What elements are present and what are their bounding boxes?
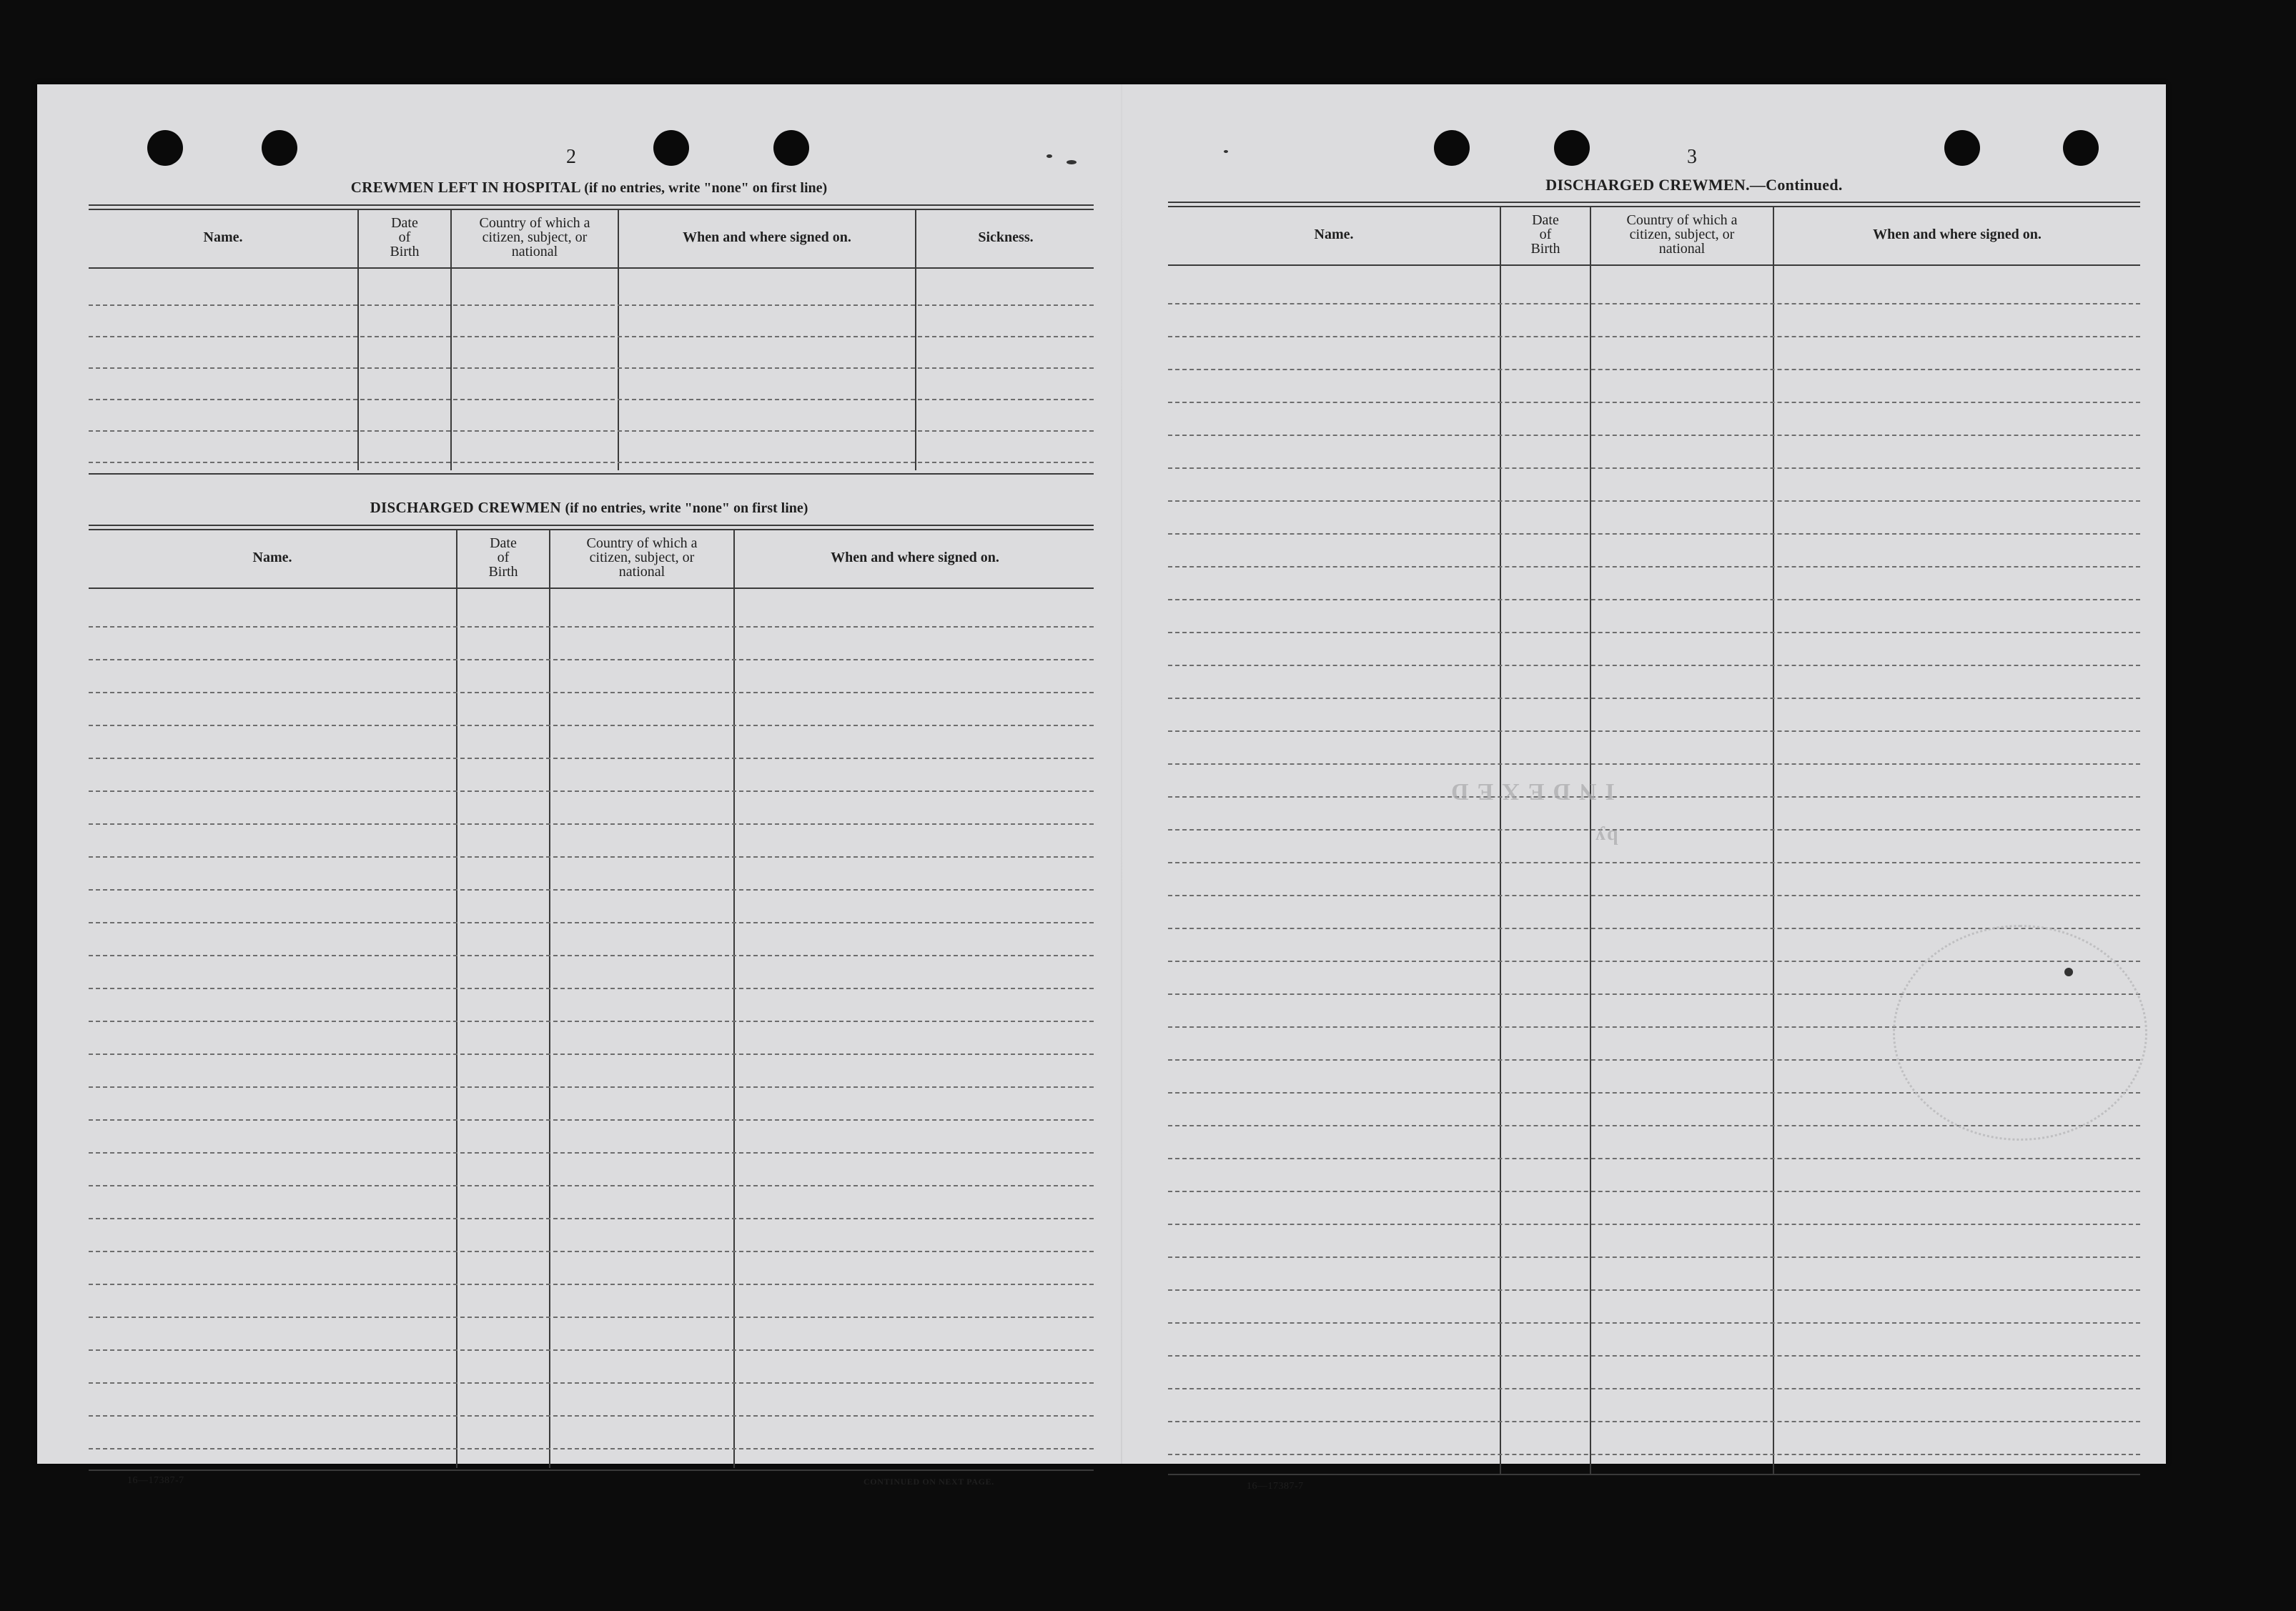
- hospital-bottom-rule: [89, 473, 1094, 475]
- entry-line: [89, 1251, 1094, 1252]
- entry-line: [1168, 1355, 2140, 1357]
- hospital-entry-line: [89, 336, 1094, 337]
- hospital-col-sickness: Sickness.: [978, 229, 1034, 245]
- entry-line: [1168, 1322, 2140, 1324]
- discharged-title-note: (if no entries, write "none" on first line): [565, 500, 808, 516]
- entry-line: [89, 1415, 1094, 1417]
- entry-line: [1168, 336, 2140, 337]
- continued-vline: [1500, 207, 1501, 1474]
- hospital-header-rule: [89, 204, 1094, 210]
- entry-line: [89, 1054, 1094, 1055]
- discharged-col-country: Country of which a citizen, subject, or national: [586, 535, 698, 580]
- entry-line: [1168, 402, 2140, 403]
- entry-line: [89, 1218, 1094, 1219]
- hospital-subheader-rule: [89, 267, 1094, 269]
- hospital-col-country: Country of which a citizen, subject, or national: [479, 215, 590, 259]
- entry-line: [1168, 533, 2140, 535]
- entry-line: [89, 1185, 1094, 1186]
- discharged-col-dob: Date of Birth: [488, 535, 518, 580]
- entry-line: [1168, 1224, 2140, 1225]
- entry-line: [1168, 467, 2140, 469]
- entry-line: [89, 758, 1094, 759]
- discharged-title-text: DISCHARGED CREWMEN: [370, 499, 561, 516]
- hospital-col-dob: Date of Birth: [390, 215, 420, 259]
- entry-line: [89, 988, 1094, 989]
- stamp-by-ghost: by: [1594, 826, 1618, 848]
- discharged-vline: [733, 530, 735, 1468]
- discharged-bottom-rule: [89, 1469, 1094, 1471]
- entry-line: [89, 1284, 1094, 1285]
- entry-line: [89, 1152, 1094, 1154]
- form-number: 16—17387-7: [127, 1475, 184, 1486]
- discharged-continued-title: DISCHARGED CREWMEN.—Continued.: [1545, 176, 1843, 194]
- continued-header-rule: [1168, 202, 2140, 207]
- left-page: [37, 84, 1121, 1487]
- entry-line: [89, 1382, 1094, 1384]
- continued-col-name: Name.: [1314, 227, 1354, 242]
- hospital-title-note: (if no entries, write "none" on first line): [584, 180, 828, 196]
- entry-line: [89, 626, 1094, 628]
- hospital-entry-line: [89, 367, 1094, 369]
- hospital-col-signed-on: When and where signed on.: [683, 229, 851, 245]
- entry-line: [1168, 566, 2140, 567]
- entry-line: [1168, 665, 2140, 666]
- entry-line: [1168, 369, 2140, 370]
- indexed-stamp-ghost: INDEXED: [1443, 778, 1615, 805]
- entry-line: [89, 823, 1094, 825]
- entry-line: [1168, 599, 2140, 600]
- hospital-section-title: [89, 179, 1089, 197]
- continued-col-signed-on: When and where signed on.: [1873, 227, 2042, 242]
- entry-line: [1168, 1256, 2140, 1258]
- entry-line: [89, 922, 1094, 923]
- entry-line: [1168, 763, 2140, 765]
- seal-ghost: [1893, 925, 2147, 1141]
- continued-note: CONTINUED ON NEXT PAGE.: [864, 1477, 994, 1487]
- discharged-col-signed-on: When and where signed on.: [831, 550, 999, 565]
- entry-line: [1168, 1289, 2140, 1291]
- hospital-entry-line: [89, 462, 1094, 463]
- entry-line: [1168, 895, 2140, 896]
- page-number: 2: [566, 146, 576, 168]
- entry-line: [1168, 1388, 2140, 1389]
- hospital-entry-line: [89, 304, 1094, 306]
- entry-line: [89, 1021, 1094, 1022]
- entry-line: [89, 1349, 1094, 1351]
- entry-line: [1168, 698, 2140, 699]
- entry-line: [89, 692, 1094, 693]
- entry-line: [1168, 1158, 2140, 1159]
- discharged-vline: [456, 530, 457, 1468]
- entry-line: [1168, 730, 2140, 732]
- entry-line: [89, 889, 1094, 891]
- entry-line: [1168, 1454, 2140, 1455]
- hospital-entry-line: [89, 399, 1094, 400]
- entry-line: [89, 856, 1094, 858]
- entry-line: [89, 1448, 1094, 1449]
- entry-line: [1168, 862, 2140, 863]
- entry-line: [1168, 303, 2140, 304]
- discharged-header-rule: [89, 525, 1094, 530]
- continued-col-country: Country of which a citizen, subject, or national: [1626, 212, 1738, 257]
- continued-vline: [1773, 207, 1774, 1474]
- entry-line: [89, 725, 1094, 726]
- entry-line: [1168, 500, 2140, 502]
- hospital-entry-line: [89, 430, 1094, 432]
- entry-line: [1168, 1191, 2140, 1192]
- discharged-col-name: Name.: [252, 550, 292, 565]
- continued-subheader-rule: [1168, 264, 2140, 266]
- page-number: 3: [1687, 146, 1697, 168]
- continued-vline: [1590, 207, 1591, 1474]
- entry-line: [1168, 829, 2140, 831]
- entry-line: [89, 790, 1094, 792]
- entry-line: [1168, 1421, 2140, 1422]
- hospital-title-text: CREWMEN LEFT IN HOSPITAL: [350, 179, 580, 196]
- form-number: 16—17387-7: [1247, 1481, 1304, 1492]
- speck: [2064, 968, 2073, 976]
- entry-line: [1168, 632, 2140, 633]
- continued-bottom-rule: [1168, 1474, 2140, 1475]
- entry-line: [89, 1086, 1094, 1088]
- entry-line: [1168, 435, 2140, 436]
- hospital-col-name: Name.: [203, 229, 243, 245]
- entry-line: [89, 1317, 1094, 1318]
- entry-line: [89, 1119, 1094, 1121]
- entry-line: [89, 955, 1094, 956]
- discharged-section-title: [89, 499, 1089, 517]
- discharged-subheader-rule: [89, 588, 1094, 589]
- manifest-sheet: [37, 84, 2166, 1492]
- entry-line: [1168, 796, 2140, 798]
- entry-line: [89, 659, 1094, 660]
- continued-col-dob: Date of Birth: [1530, 212, 1560, 257]
- right-page: [1122, 84, 2166, 1492]
- discharged-vline: [549, 530, 550, 1468]
